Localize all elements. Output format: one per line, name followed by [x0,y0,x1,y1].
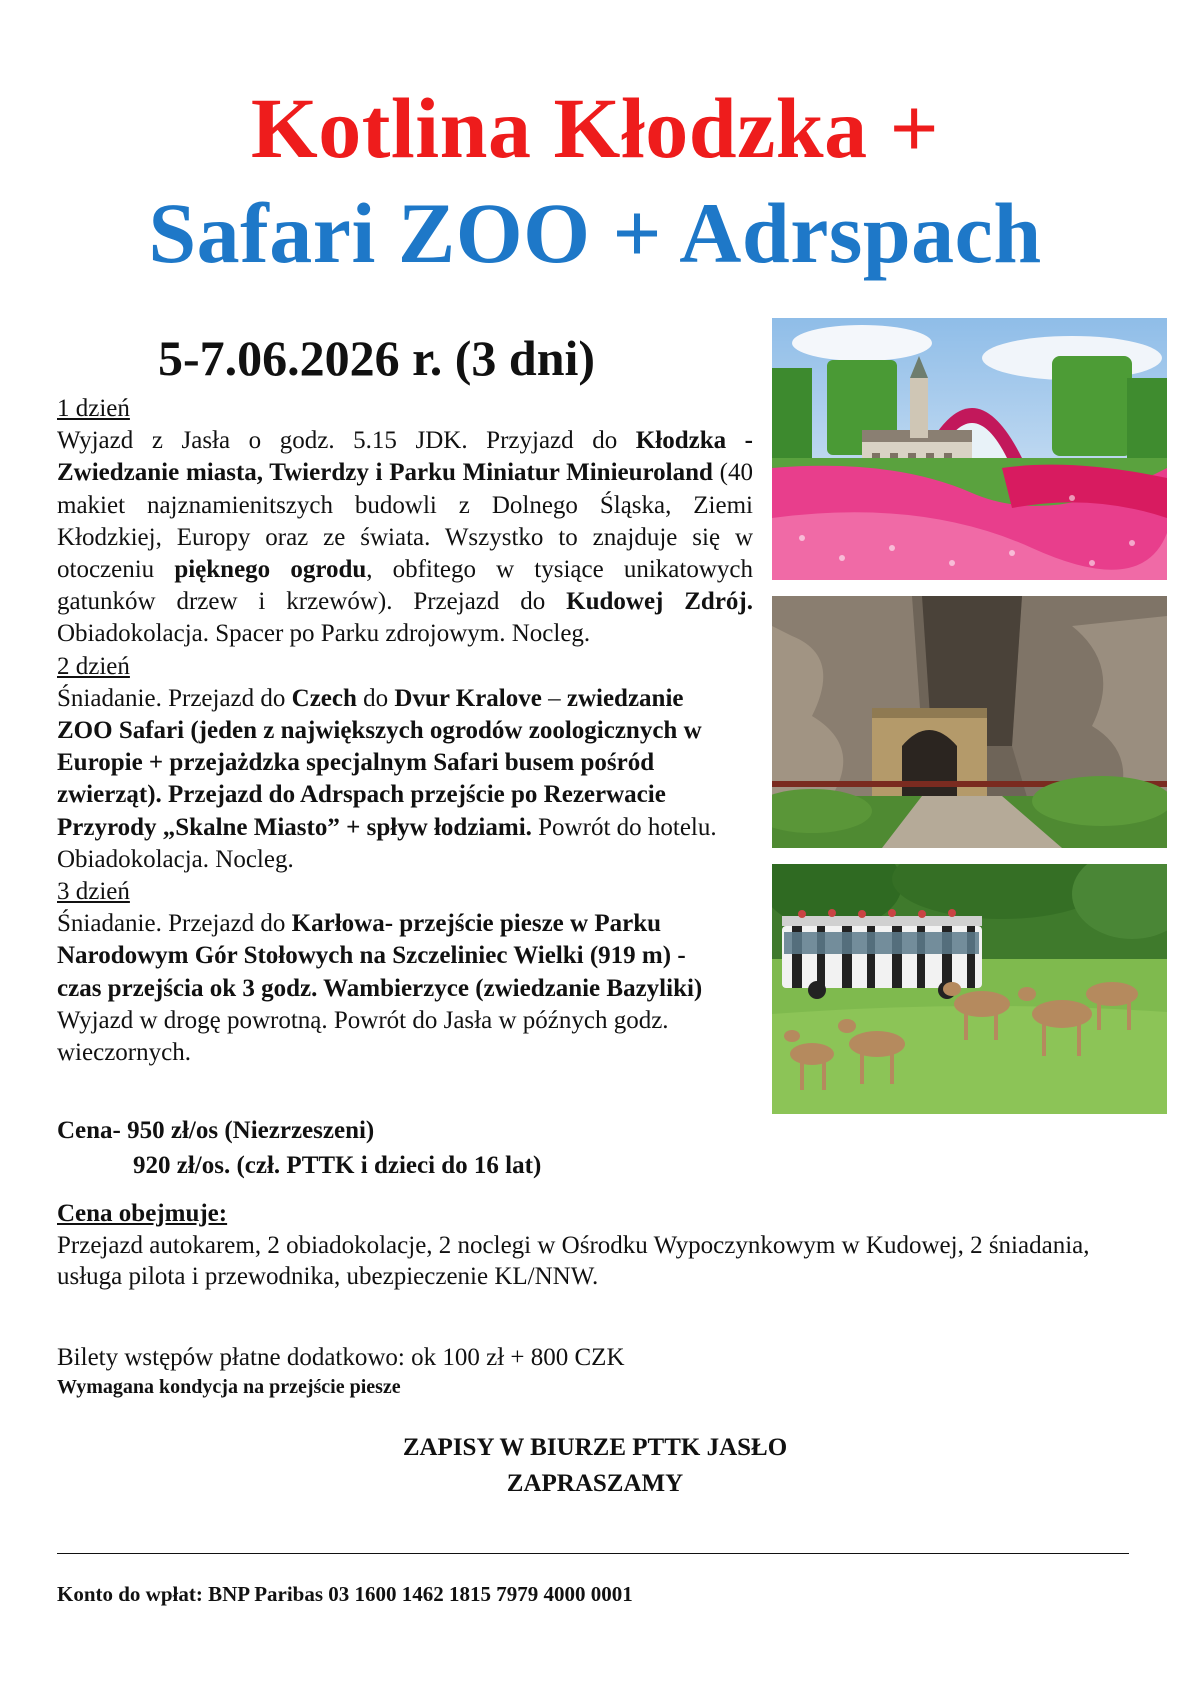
signup-line-2: ZAPRASZAMY [506,1470,684,1497]
itinerary [57,393,753,1069]
day-2-dash: – [541,684,561,712]
day-1-end: Obiadokolacja. Spacer po Parku zdrojowym. Nocleg. [57,620,591,648]
trip-dates: 5-7.06.2026 r. (3 dni) [158,330,596,386]
day-3-intro: Śniadanie. Przejazd do [57,910,292,938]
day-2-intro: Śniadanie. Przejazd do [57,684,292,712]
signup-block [0,1430,1190,1502]
day-2-connector: do [356,684,395,712]
day-2-highlight-safari: zwiedzanie ZOO Safari (jeden z największych ogrodów zoologicznych w Europie + przejażdzka specjalnym Safari busem pośród zwierząt). Przejazd do Adrspach przejście po Rezerwacie Przyrody „Skalne Miasto” + spływ łodziami. [57,684,702,841]
day-1-desc: (40 makiet najznamienitszych budowli z Dolnego Śląska, Ziemi Kłodzkiej, Europy oraz ze świata. Wszystko to znajduje się w otoczeniu [57,459,753,584]
tickets-note: Bilety wstępów płatne dodatkowo: ok 100 zł + 800 CZK [57,1344,625,1371]
miniature-park-photo [772,318,1167,580]
price-regular: Cena- 950 zł/os (Niezrzeszeni) [57,1117,375,1144]
price-includes [57,1198,1137,1292]
day-1-highlight-klodzko: Kłodzka - Zwiedzanie miasta, Twierdzy i Parku Miniatur Minieuroland [57,427,753,487]
day-1-intro: Wyjazd z Jasła o godz. 5.15 JDK. Przyjazd do [57,427,636,455]
bank-account: Konto do wpłat: BNP Paribas 03 1600 1462 1815 7979 4000 0001 [57,1582,633,1606]
day-2-end: Powrót do hotelu. Obiadokolacja. Nocleg. [57,813,717,873]
day-3-heading: 3 dzień [57,878,130,906]
title-line-1: Kotlina Kłodzka + [250,80,940,176]
day-3-highlight-karlow: Karłowa- przejście piesze w Parku Narodowym Gór Stołowych na Szczeliniec Wielki (919 m) -czas przejścia ok 3 godz. Wambierzyce (zwiedzanie Bazyliki) [57,910,703,1002]
day-2-text [57,683,737,876]
divider [57,1553,1129,1554]
price-includes-line-2: usługa pilota i przewodnika, ubezpieczenie KL/NNW. [57,1263,599,1290]
day-3-end: Wyjazd w drogę powrotną. Powrót do Jasła w późnych godz. wieczornych. [57,1006,669,1067]
rock-gate-photo [772,596,1167,848]
day-3-text [57,908,725,1069]
day-1-text [57,425,753,650]
price-block [57,1113,541,1183]
safari-photo [772,864,1167,1114]
day-1-desc-2: , obfitego w tysiące unikatowych gatunków drzew i krzewów). Przejazd do [57,556,753,616]
day-1-highlight-garden: pięknego ogrodu [174,556,367,584]
fitness-note: Wymagana kondycja na przejście piesze [57,1376,401,1398]
day-1-highlight-kudowa: Kudowej Zdrój. [566,588,753,616]
poster-title [0,78,1190,288]
day-2-highlight-dvur: Dvur Kralove [394,684,542,712]
day-2-highlight-czech: Czech [291,684,357,712]
price-discount: 920 zł/os. (czł. PTTK i dzieci do 16 lat) [133,1152,542,1179]
signup-line-1: ZAPISY W BIURZE PTTK JASŁO [402,1434,788,1461]
day-2-heading: 2 dzień [57,652,130,680]
title-line-2: Safari ZOO + Adrspach [148,185,1042,281]
day-1-heading: 1 dzień [57,395,130,422]
price-includes-line-1: Przejazd autokarem, 2 obiadokolacje, 2 noclegi w Ośrodku Wypoczynkowym w Kudowej, 2 śniadania, [57,1232,1090,1259]
price-includes-heading: Cena obejmuje: [57,1200,228,1227]
